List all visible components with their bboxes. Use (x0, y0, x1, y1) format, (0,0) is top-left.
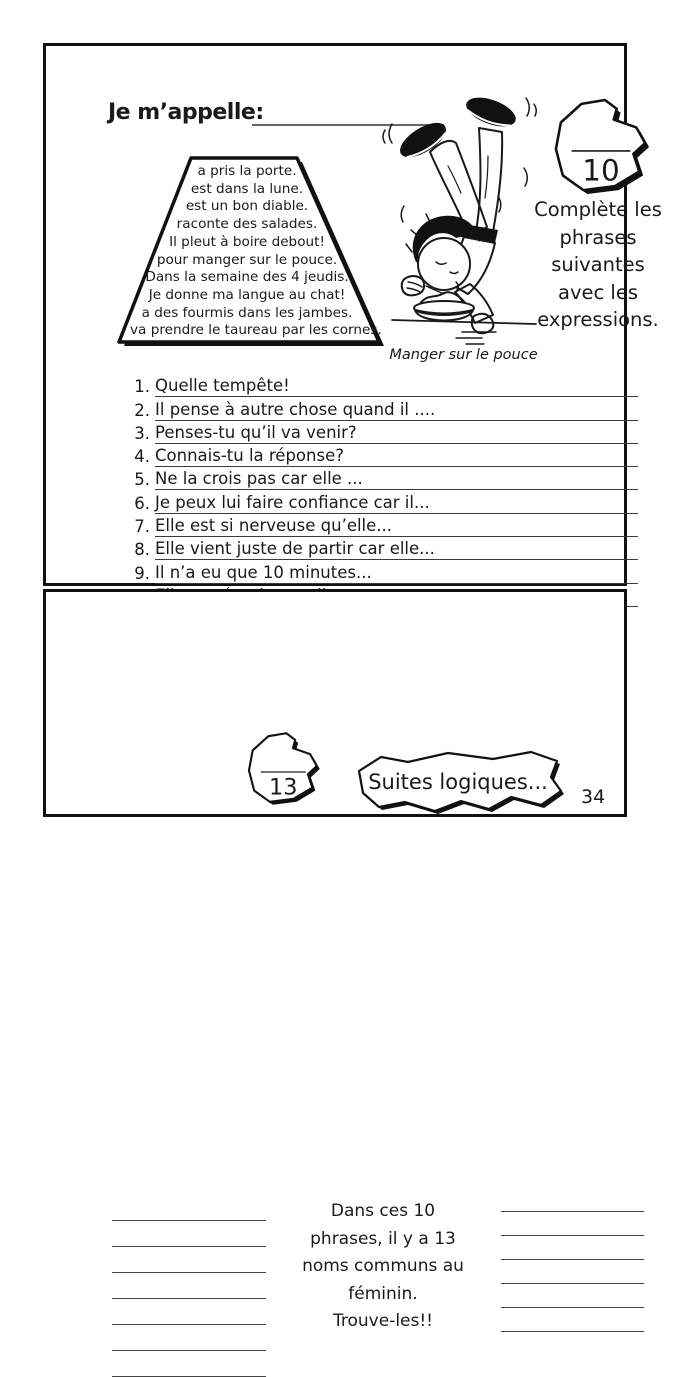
motion-lines-icon (524, 168, 527, 186)
expression-line: est dans la lune. (190, 180, 304, 197)
expression-line: a pris la porte. (197, 163, 297, 179)
item-number: 5. (134, 470, 150, 490)
answer-line[interactable] (501, 1260, 644, 1284)
instruction-line: Complète les (534, 198, 662, 221)
expression-line: a des fourmis dans les jambes. (141, 304, 353, 321)
left-answer-lines (112, 1195, 266, 1377)
item-number: 2. (134, 400, 150, 420)
expression-line: raconte des salades. (176, 216, 318, 233)
page-number: 34 (581, 786, 606, 808)
main-exercise-box (43, 43, 662, 586)
ground-hatching (456, 332, 496, 344)
expression-bank-text (130, 163, 382, 340)
cartoon-right-leg (475, 128, 502, 236)
score-badge-13 (243, 725, 325, 813)
item-number: 4. (134, 447, 150, 467)
exercise-row (116, 444, 638, 467)
left-shoe-icon (395, 116, 452, 164)
bonus-instruction-line: phrases, il y a 13 (310, 1228, 456, 1249)
exercise-list (116, 374, 638, 607)
item-answer-line[interactable]: Ne la crois pas car elle ... (155, 469, 638, 490)
right-answer-lines (501, 1188, 644, 1332)
bonus-instruction-line: Trouve-les!! (333, 1311, 433, 1331)
answer-line[interactable] (501, 1308, 644, 1332)
name-label: Je m’appelle: (108, 100, 264, 125)
item-answer-line[interactable]: Penses-tu qu’il va venir? (155, 423, 638, 444)
item-answer-line[interactable]: Connais-tu la réponse? (155, 446, 638, 467)
item-number: 1. (134, 377, 150, 397)
bonus-instruction-line: noms communs au (302, 1256, 464, 1276)
answer-line[interactable] (112, 1325, 266, 1351)
expression-line: est un bon diable. (185, 198, 309, 215)
answer-line[interactable] (501, 1188, 644, 1212)
item-number: 8. (134, 540, 150, 560)
bonus-instruction-line: féminin. (348, 1283, 418, 1304)
cartoon-caption: Manger sur le pouce (389, 347, 538, 363)
item-answer-line[interactable]: Elle vient juste de partir car elle... (155, 539, 638, 560)
item-number: 7. (134, 517, 150, 537)
exercise-row (116, 490, 638, 513)
expression-line: Je donne ma langue au chat! (148, 286, 346, 303)
item-number: 6. (134, 493, 150, 513)
ground-line (392, 320, 536, 324)
instructions-text (522, 196, 674, 334)
answer-line[interactable] (501, 1284, 644, 1308)
score-total: 13 (269, 774, 298, 801)
answer-line[interactable] (112, 1351, 266, 1377)
answer-line[interactable] (112, 1195, 266, 1221)
exercise-row (116, 374, 638, 397)
right-shoe-icon (462, 92, 519, 132)
expression-line: va prendre le taureau par les cornes. (130, 322, 382, 339)
item-answer-line[interactable]: Elle est si nerveuse qu’elle... (155, 516, 638, 537)
bonus-instructions (294, 1198, 472, 1336)
answer-line[interactable] (112, 1247, 266, 1273)
exercise-row (116, 560, 638, 583)
item-answer-line[interactable]: Il n’a eu que 10 minutes... (155, 563, 638, 584)
answer-line[interactable] (501, 1236, 644, 1260)
exercise-row (116, 514, 638, 537)
exercise-row (116, 537, 638, 560)
answer-line[interactable] (501, 1212, 644, 1236)
exercise-row (116, 421, 638, 444)
instruction-line: phrases (559, 225, 637, 249)
bonus-exercise-box (43, 589, 627, 1331)
bonus-instruction-line: Dans ces 10 (330, 1201, 436, 1221)
answer-line[interactable] (112, 1221, 266, 1247)
expression-line: Dans la semaine des 4 jeudis. (145, 269, 349, 286)
item-number: 3. (134, 423, 150, 443)
score-badge-10 (548, 98, 656, 196)
score-total: 10 (582, 153, 620, 188)
answer-line[interactable] (112, 1273, 266, 1299)
expression-line: Il pleut à boire debout! (169, 233, 325, 250)
answer-line[interactable] (112, 1299, 266, 1325)
item-answer-line[interactable]: Je peux lui faire confiance car il... (155, 493, 638, 514)
exercise-row (116, 397, 638, 420)
motion-lines-icon (526, 98, 536, 116)
instruction-line: suivantes (551, 253, 645, 276)
expression-line: pour manger sur le pouce. (156, 251, 338, 268)
instruction-line: expressions. (537, 308, 659, 331)
item-answer-line[interactable]: Quelle tempête! (155, 376, 638, 397)
item-number: 9. (134, 563, 150, 583)
instruction-line: avec les (558, 280, 638, 304)
exercise-row (116, 467, 638, 490)
banner-label: Suites logiques... (368, 770, 548, 794)
item-answer-line[interactable]: Il pense à autre chose quand il .... (155, 400, 638, 421)
motion-lines-icon (383, 124, 392, 143)
